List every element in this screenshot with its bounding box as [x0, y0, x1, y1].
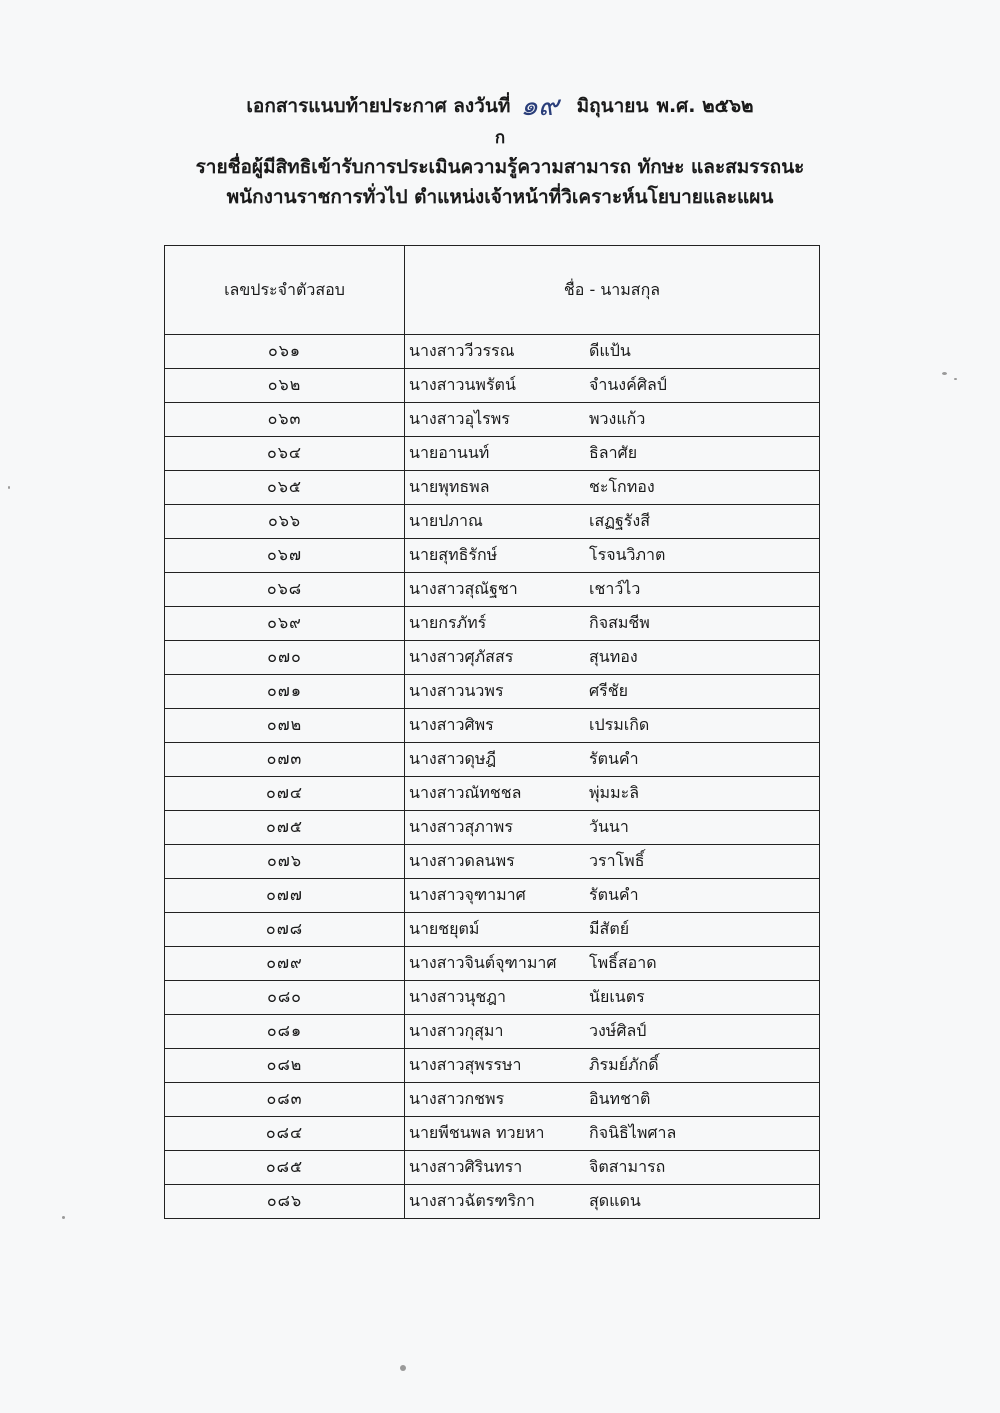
table-row: [165, 641, 820, 675]
exam-id-cell: ๐๖๖: [165, 505, 405, 539]
table-row: [165, 573, 820, 607]
exam-id-cell: ๐๗๗: [165, 879, 405, 913]
candidate-table: [164, 245, 820, 1219]
exam-id-cell: ๐๘๓: [165, 1083, 405, 1117]
first-name: นายพีชนพล ทวยหา: [409, 1123, 545, 1142]
exam-id-cell: ๐๗๑: [165, 675, 405, 709]
full-name-cell: [405, 1015, 820, 1049]
first-name: นางสาวณัทชชล: [409, 783, 522, 802]
table-body: [165, 335, 820, 1219]
last-name: ธิลาศัย: [589, 443, 638, 462]
first-name: นางสาวสุณัฐชา: [409, 579, 518, 598]
last-name: ดีแป้น: [589, 341, 631, 360]
first-name: นางสาวสุพรรษา: [409, 1055, 522, 1074]
exam-id-cell: ๐๖๕: [165, 471, 405, 505]
full-name-cell: [405, 573, 820, 607]
last-name: มีสัตย์: [589, 919, 630, 938]
column-header-full-name: ชื่อ - นามสกุล: [405, 246, 820, 335]
table-row: [165, 1083, 820, 1117]
exam-id-cell: ๐๖๓: [165, 403, 405, 437]
last-name: พุ่มมะลิ: [589, 783, 640, 802]
first-name: นายสุทธิรักษ์: [409, 545, 498, 564]
first-name: นายพุทธพล: [409, 477, 490, 496]
first-name: นางสาวจุฑามาศ: [409, 885, 526, 904]
full-name-cell: [405, 709, 820, 743]
last-name: สุดแดน: [589, 1191, 641, 1210]
table-row: [165, 1049, 820, 1083]
first-name: นางสาวจินต์จุฑามาศ: [409, 953, 557, 972]
table-row: [165, 811, 820, 845]
last-name: เชาว์ไว: [589, 579, 641, 598]
full-name-cell: [405, 845, 820, 879]
first-name: นางสาวกุสุมา: [409, 1021, 504, 1040]
document-reference-line: [0, 84, 1000, 128]
exam-id-cell: ๐๗๘: [165, 913, 405, 947]
first-name: นางสาวดลนพร: [409, 851, 515, 870]
last-name: อินทชาติ: [589, 1089, 651, 1108]
scan-speck: [400, 1365, 406, 1371]
table-row: [165, 607, 820, 641]
table-row: [165, 845, 820, 879]
full-name-cell: [405, 505, 820, 539]
table-row: [165, 369, 820, 403]
exam-id-cell: ๐๘๑: [165, 1015, 405, 1049]
full-name-cell: [405, 641, 820, 675]
table-row: [165, 335, 820, 369]
table-row: [165, 743, 820, 777]
last-name: พวงแก้ว: [589, 409, 646, 428]
last-name: วันนา: [589, 817, 629, 836]
table-header-row: [165, 246, 820, 335]
document-title-line-1: รายชื่อผู้มีสิทธิเข้ารับการประเมินความรู้ความสามารถ ทักษะ และสมรรถนะ: [195, 156, 805, 178]
full-name-cell: [405, 335, 820, 369]
exam-id-cell: ๐๘๕: [165, 1151, 405, 1185]
last-name: รัตนคำ: [589, 885, 639, 904]
exam-id-cell: ๐๘๖: [165, 1185, 405, 1219]
first-name: นางสาวกชพร: [409, 1089, 505, 1108]
scan-speck: [954, 378, 957, 380]
table-row: [165, 675, 820, 709]
full-name-cell: [405, 1083, 820, 1117]
exam-id-cell: ๐๗๒: [165, 709, 405, 743]
first-name: นายกรภัทร์: [409, 613, 487, 632]
scan-speck: [942, 372, 947, 375]
column-header-exam-id: เลขประจำตัวสอบ: [165, 246, 405, 335]
table-row: [165, 1015, 820, 1049]
table-row: [165, 539, 820, 573]
first-name: นางสาวฉัตรฑริกา: [409, 1191, 535, 1210]
exam-id-cell: ๐๖๙: [165, 607, 405, 641]
scan-speck: [8, 486, 10, 489]
exam-id-cell: ๐๗๖: [165, 845, 405, 879]
first-name: นางสาวศิพร: [409, 715, 494, 734]
full-name-cell: [405, 981, 820, 1015]
last-name: รัตนคำ: [589, 749, 639, 768]
full-name-cell: [405, 1117, 820, 1151]
exam-id-cell: ๐๗๓: [165, 743, 405, 777]
exam-id-cell: ๐๗๕: [165, 811, 405, 845]
full-name-cell: [405, 913, 820, 947]
exam-id-cell: ๐๘๐: [165, 981, 405, 1015]
exam-id-cell: ๐๘๔: [165, 1117, 405, 1151]
first-name: นายอานนท์: [409, 443, 490, 462]
scan-speck: [62, 1216, 65, 1219]
table-row: [165, 1185, 820, 1219]
full-name-cell: [405, 879, 820, 913]
exam-id-cell: ๐๖๑: [165, 335, 405, 369]
first-name: นางสาวศุภัสสร: [409, 647, 514, 666]
last-name: วราโพธิ์: [589, 851, 645, 870]
exam-id-cell: ๐๗๔: [165, 777, 405, 811]
last-name: โรจนวิภาต: [589, 545, 666, 564]
handwritten-day: ๑๙: [520, 89, 559, 122]
last-name: สุนทอง: [589, 647, 638, 666]
first-name: นางสาววีวรรณ: [409, 341, 515, 360]
document-title-line-2: พนักงานราชการทั่วไป ตำแหน่งเจ้าหน้าที่วิเคราะห์นโยบายและแผน: [226, 186, 774, 208]
full-name-cell: [405, 1185, 820, 1219]
table-row: [165, 777, 820, 811]
full-name-cell: [405, 811, 820, 845]
full-name-cell: [405, 369, 820, 403]
table-row: [165, 981, 820, 1015]
full-name-cell: [405, 947, 820, 981]
doc-month: มิถุนายน: [576, 95, 649, 117]
last-name: วงษ์ศิลป์: [589, 1021, 647, 1040]
last-name: เปรมเกิด: [589, 715, 650, 734]
full-name-cell: [405, 471, 820, 505]
first-name: นายปภาณ: [409, 511, 483, 530]
last-name: นัยเนตร: [589, 987, 645, 1006]
full-name-cell: [405, 539, 820, 573]
exam-id-cell: ๐๗๐: [165, 641, 405, 675]
full-name-cell: [405, 437, 820, 471]
first-name: นางสาวดุษฎี: [409, 749, 497, 768]
first-name: นางสาวนุชฎา: [409, 987, 506, 1006]
table-row: [165, 403, 820, 437]
table-row: [165, 505, 820, 539]
table-row: [165, 471, 820, 505]
last-name: ภิรมย์ภักดิ์: [589, 1055, 659, 1074]
full-name-cell: [405, 743, 820, 777]
full-name-cell: [405, 403, 820, 437]
table-row: [165, 913, 820, 947]
exam-id-cell: ๐๘๒: [165, 1049, 405, 1083]
first-name: นางสาวนวพร: [409, 681, 504, 700]
exam-id-cell: ๐๖๒: [165, 369, 405, 403]
last-name: กิจนิธิไพศาล: [589, 1123, 677, 1142]
full-name-cell: [405, 1049, 820, 1083]
first-name: นางสาวอุไรพร: [409, 409, 510, 428]
table-row: [165, 947, 820, 981]
last-name: โพธิ์สอาด: [589, 953, 657, 972]
exam-id-cell: ๐๗๙: [165, 947, 405, 981]
table-row: [165, 709, 820, 743]
table-row: [165, 437, 820, 471]
doc-year: พ.ศ. ๒๕๖๒: [656, 95, 754, 117]
exam-id-cell: ๐๖๔: [165, 437, 405, 471]
table-row: [165, 1117, 820, 1151]
exam-id-cell: ๐๖๗: [165, 539, 405, 573]
last-name: จำนงค์ศิลป์: [589, 375, 667, 394]
last-name: ศรีชัย: [589, 681, 628, 700]
first-name: นายชยุตม์: [409, 919, 480, 938]
table-row: [165, 879, 820, 913]
table-row: [165, 1151, 820, 1185]
full-name-cell: [405, 675, 820, 709]
last-name: จิตสามารถ: [589, 1157, 666, 1176]
doc-prefix: เอกสารแนบท้ายประกาศ ลงวันที่: [246, 95, 511, 117]
last-name: กิจสมชีพ: [589, 613, 650, 632]
last-name: เสฏฐรังสี: [589, 511, 650, 530]
full-name-cell: [405, 607, 820, 641]
first-name: นางสาวศิรินทรา: [409, 1157, 523, 1176]
annex-letter: ก: [494, 128, 506, 148]
last-name: ชะโกทอง: [589, 477, 655, 496]
full-name-cell: [405, 1151, 820, 1185]
first-name: นางสาวนพรัตน์: [409, 375, 516, 394]
exam-id-cell: ๐๖๘: [165, 573, 405, 607]
first-name: นางสาวสุภาพร: [409, 817, 513, 836]
full-name-cell: [405, 777, 820, 811]
